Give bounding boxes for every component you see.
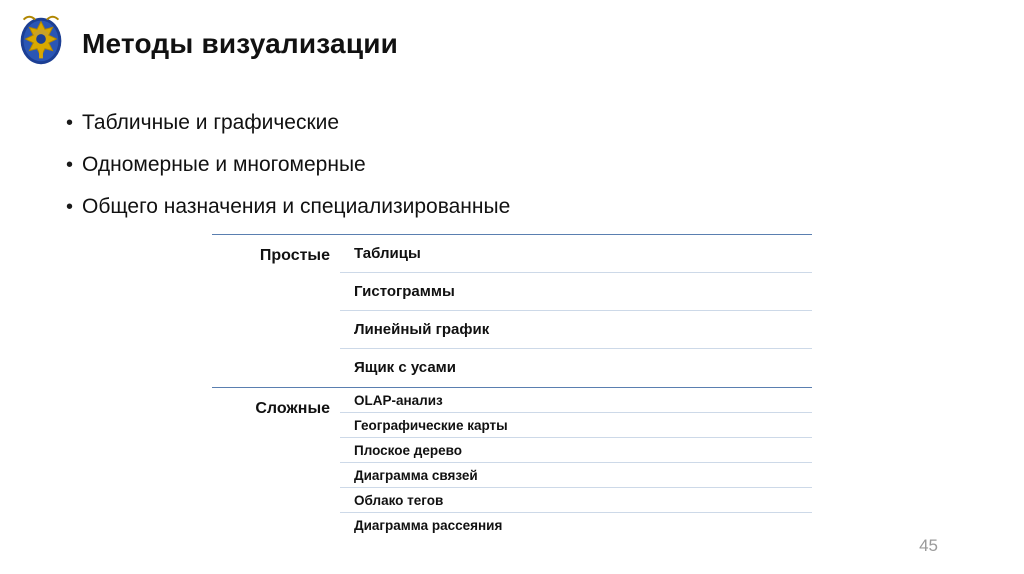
- list-item: [66, 194, 786, 220]
- methods-table: [212, 234, 812, 538]
- russian-coat-of-arms-icon: [10, 8, 72, 70]
- list-item-label: Одномерные и многомерные: [82, 153, 366, 176]
- table-row: Ящик с усами: [354, 359, 456, 376]
- table-row: Линейный график: [340, 311, 812, 349]
- table-group-complex: [212, 388, 812, 538]
- page-title: Методы визуализации: [82, 28, 399, 59]
- page-number: 45: [919, 536, 938, 555]
- table-row: Гистограммы: [340, 273, 812, 311]
- table-group-label: Простые: [259, 247, 330, 264]
- bullet-marker-icon: •: [66, 112, 74, 134]
- list-item-label: Табличные и графические: [82, 111, 340, 134]
- bullet-list: [66, 110, 786, 236]
- table-group-label: Сложные: [255, 400, 330, 417]
- bullet-marker-icon: •: [66, 196, 74, 218]
- list-item: [66, 152, 786, 178]
- list-item: [66, 110, 786, 136]
- list-item-label: Общего назначения и специализированные: [82, 195, 511, 218]
- slide-header: [0, 0, 1024, 84]
- table-row: Таблицы: [340, 235, 812, 273]
- table-row: Плоское дерево: [340, 438, 812, 463]
- table-group-simple: [212, 234, 812, 387]
- table-row: Географические карты: [340, 413, 812, 438]
- table-row: Диаграмма рассеяния: [354, 518, 503, 533]
- table-row: Диаграмма связей: [340, 463, 812, 488]
- table-row: OLAP-анализ: [340, 388, 812, 413]
- bullet-marker-icon: •: [66, 154, 74, 176]
- table-row: Облако тегов: [340, 488, 812, 513]
